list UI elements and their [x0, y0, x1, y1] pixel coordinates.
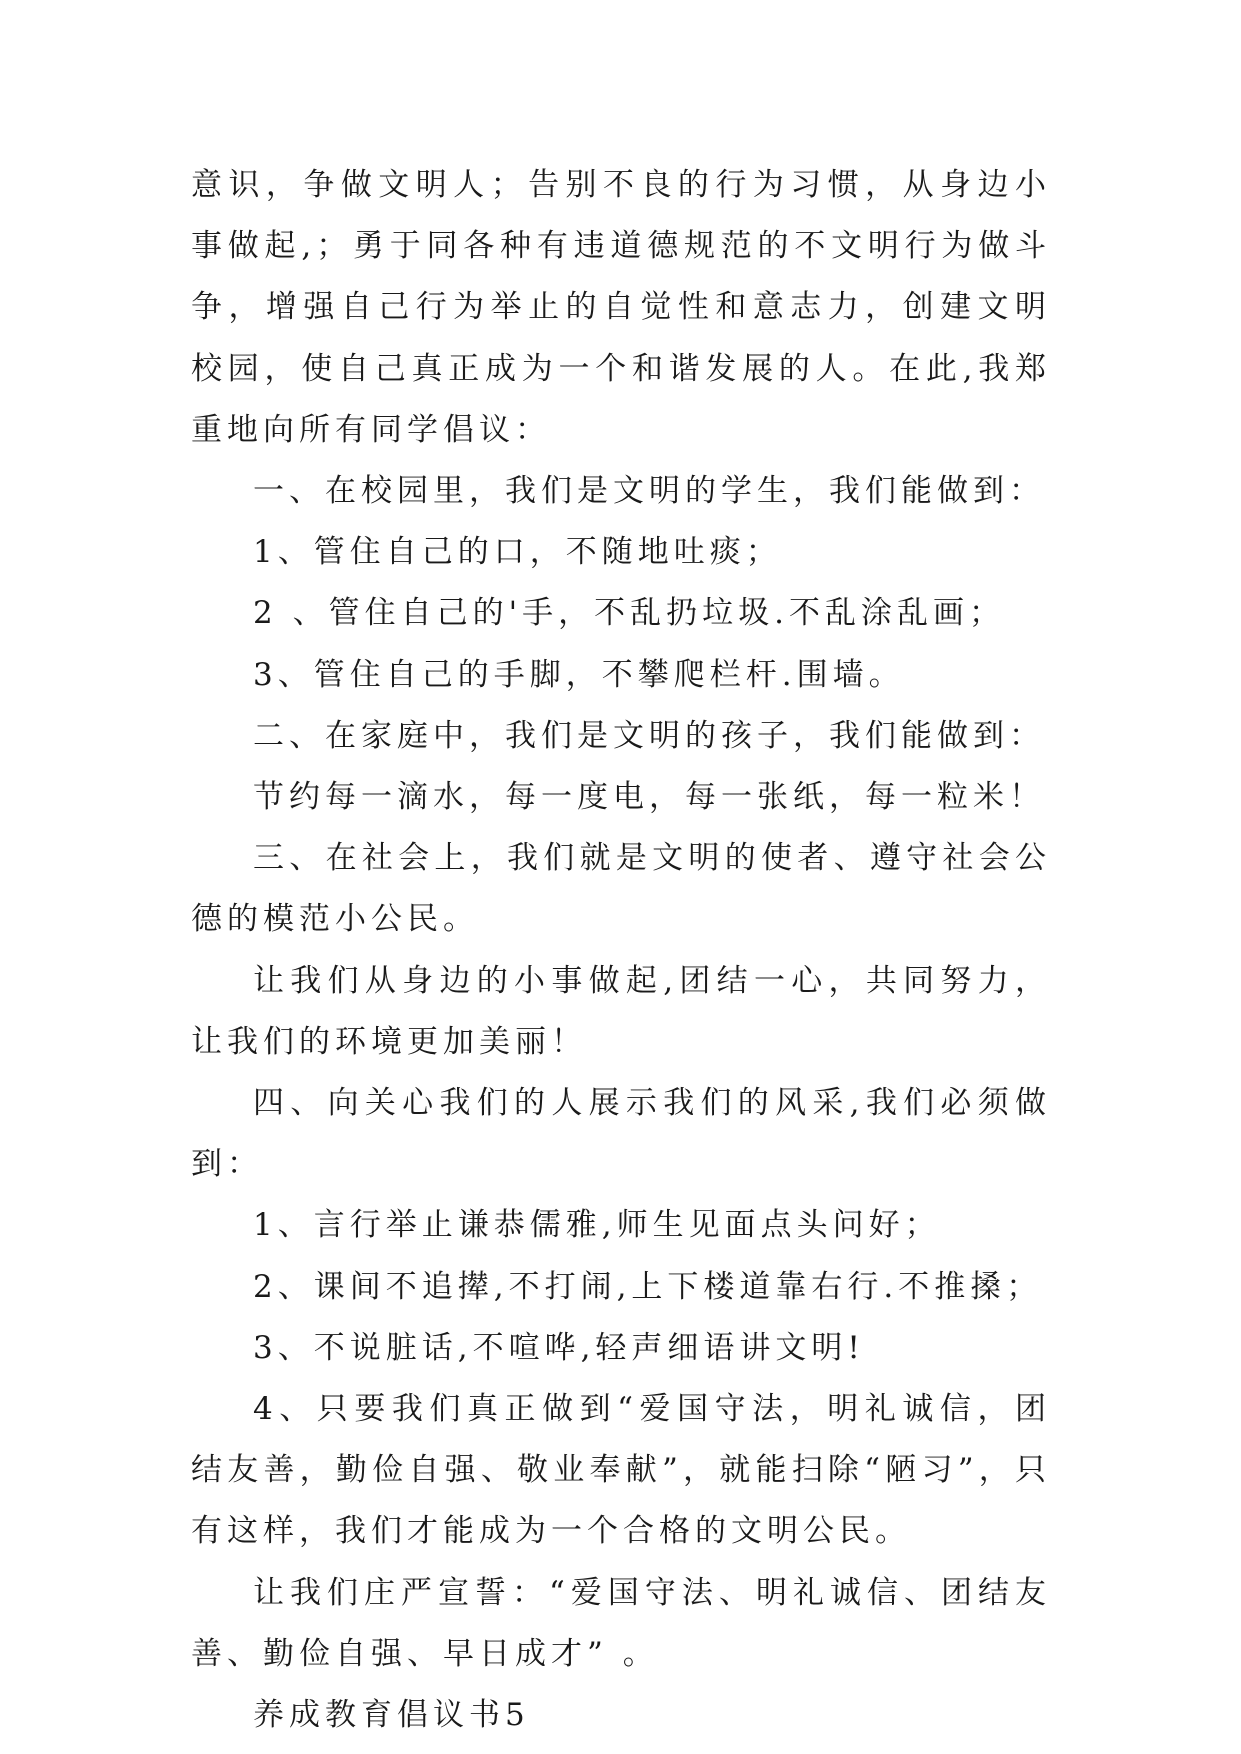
paragraph-section-one-item-3: 3、管住自己的手脚，不攀爬栏杆.围墙。: [253, 656, 905, 693]
document-body: [191, 155, 1051, 1746]
paragraph-call-to-action: 让我们从身边的小事做起,团结一心，共同努力，让我们的环境更加美丽！: [191, 962, 1051, 1060]
paragraph-section-one-heading: 一、在校园里，我们是文明的学生，我们能做到：: [253, 473, 1045, 510]
paragraph-section-four-item-4: 4、只要我们真正做到“爱国守法，明礼诚信，团结友善，勤俭自强、敬业奉献”，就能扫除“陋习”，只有这样，我们才能成为一个合格的文明公民。: [191, 1391, 1051, 1550]
paragraph-intro-continuation: 意识，争做文明人；告别不良的行为习惯，从身边小事做起,；勇于同各种有违道德规范的不文明行为做斗争，增强自己行为举止的自觉性和意志力，创建文明校园，使自己真正成为一个和谐发展的人。在此,我郑重地向所有同学倡议：: [191, 167, 1051, 448]
paragraph-section-four-item-3: 3、不说脏话,不喧哗,轻声细语讲文明!: [253, 1329, 865, 1366]
paragraph-section-four-heading: 四、向关心我们的人展示我们的风采,我们必须做到：: [191, 1085, 1051, 1183]
paragraph-section-four-item-1: 1、言行举止谦恭儒雅,师生见面点头问好；: [253, 1207, 941, 1244]
paragraph-section-three: 三、在社会上，我们就是文明的使者、遵守社会公德的模范小公民。: [191, 840, 1051, 938]
paragraph-section-four-item-2: 2、课间不追撵,不打闹,上下楼道靠右行.不推搡；: [253, 1268, 1043, 1305]
paragraph-section-two-heading: 二、在家庭中，我们是文明的孩子，我们能做到：: [253, 717, 1045, 754]
paragraph-section-one-item-2: 2 、管住自己的'手，不乱扔垃圾.不乱涂乱画；: [253, 595, 1005, 632]
paragraph-section-two-item: 节约每一滴水，每一度电，每一张纸，每一粒米！: [253, 779, 1045, 816]
section-title-next: 养成教育倡议书5: [253, 1697, 530, 1734]
paragraph-section-one-item-1: 1、管住自己的口，不随地吐痰；: [253, 534, 782, 571]
paragraph-oath: 让我们庄严宣誓：“爱国守法、明礼诚信、团结友善、勤俭自强、早日成才” 。: [191, 1574, 1051, 1672]
